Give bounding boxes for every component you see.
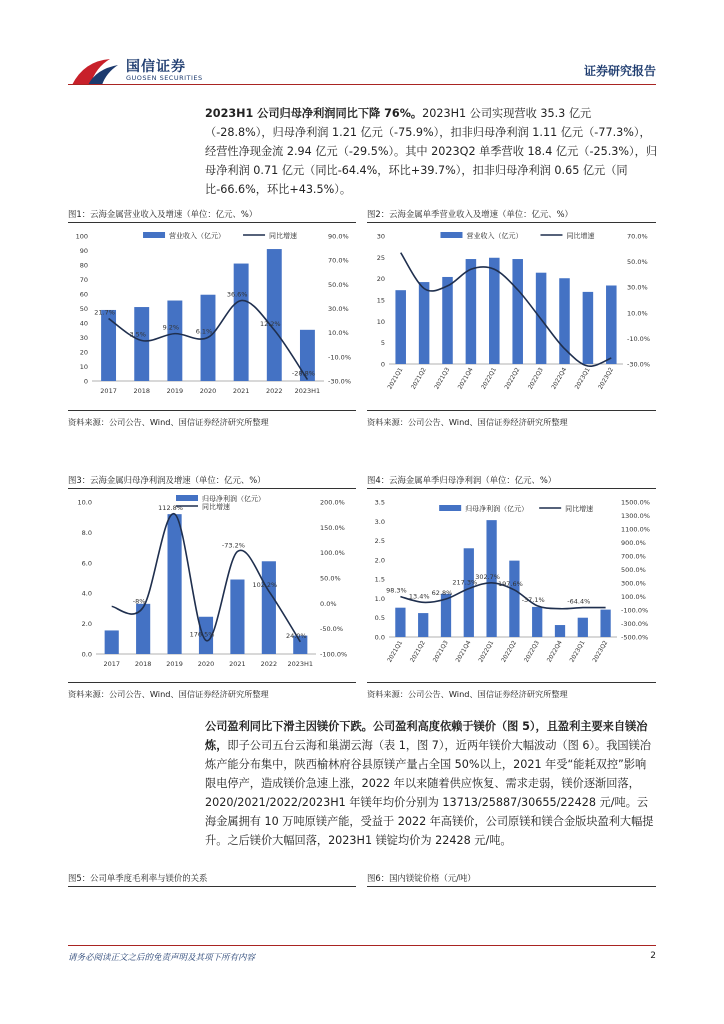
x-tick-label: 2021Q3	[433, 366, 452, 391]
bar	[262, 561, 276, 654]
legend-line-label: 同比增速	[202, 503, 230, 511]
fig1-title: 图1：云海金属营业收入及增速（单位：亿元、%）	[68, 209, 258, 219]
x-tick-label: 2017	[103, 660, 120, 668]
data-label: -8%	[132, 597, 146, 606]
growth-line	[401, 253, 612, 367]
y-left-tick-label: 90	[79, 247, 88, 255]
x-tick-label: 2019	[166, 387, 184, 395]
y-left-tick-label: 70	[79, 276, 88, 284]
bar	[532, 607, 542, 637]
bar	[134, 307, 149, 381]
y-right-tick-label: 30.0%	[627, 283, 648, 292]
fig4-chart	[367, 492, 657, 678]
legend-bar-label: 归母净利润（亿元）	[465, 505, 529, 513]
fig5-title-rule	[68, 886, 356, 887]
bar	[101, 310, 116, 381]
data-label: 302.7%	[475, 572, 500, 581]
fig2-chart	[367, 226, 657, 408]
bar	[105, 630, 119, 654]
data-label: 3.5%	[129, 330, 146, 339]
summary-lead: 2023H1 公司归母净利润同比下降 76%。	[205, 107, 423, 120]
data-label: -73.2%	[221, 541, 245, 550]
fig1-bottom-rule	[68, 410, 356, 411]
fig2-title-rule	[367, 222, 656, 223]
y-right-tick-label: 70.0%	[328, 256, 349, 265]
data-label: 98.3%	[386, 586, 407, 595]
y-right-tick-label: 300.0%	[621, 579, 646, 588]
x-tick-label: 2023H1	[294, 387, 321, 395]
x-tick-label: 2023Q1	[573, 366, 592, 391]
bar	[419, 282, 430, 364]
x-tick-label: 2021Q3	[431, 639, 450, 664]
y-left-tick-label: 2.0	[81, 620, 92, 629]
analysis-body: 即子公司五台云海和巢湖云海（表 1，图 7），近两年镁价大幅波动（图 6）。我国镁冶炼产能分布集中，陕西榆林府谷县原镁产量占全国 50%以上，2021 年受“能耗双控”影响限电停产，造成镁价急速上涨，2022 年以来随着供应恢复、需求走弱，镁价逐渐回落，2020/2021/2022/2023H1 年镁年均价分别为 13713/25887/30655/22428 元/吨。云海金属拥有 10 万吨原镁产能，受益于 2022 年高镁价，公司原镁和镁合金版块盈利大幅提升。之后镁价大幅回落，2023H1 镁锭均价为 22428 元/吨。	[205, 739, 654, 847]
x-tick-label: 2022Q2	[503, 366, 522, 391]
y-left-tick-label: 0.0	[374, 633, 385, 642]
data-label: 13.4%	[408, 592, 430, 601]
bar	[512, 259, 523, 364]
legend-bar-label: 营业收入（亿元）	[169, 232, 226, 240]
x-tick-label: 2023Q1	[568, 639, 587, 664]
y-left-tick-label: 30	[376, 232, 385, 241]
y-right-tick-label: -10.0%	[627, 334, 650, 343]
y-right-tick-label: 10.0%	[328, 329, 349, 338]
x-tick-label: 2023Q2	[597, 366, 616, 391]
y-left-tick-label: 10.0	[77, 498, 92, 507]
bar	[466, 259, 477, 364]
data-label: 36.6%	[226, 290, 248, 299]
fig4-title-rule	[367, 488, 656, 489]
legend-bar-label: 归母净利润（亿元）	[202, 495, 265, 503]
fig1-source: 资料来源：公司公告、Wind、国信证券经济研究所整理	[68, 417, 269, 427]
bar	[230, 580, 244, 654]
data-label: 112.8%	[158, 503, 183, 512]
data-label: 24.0%	[285, 631, 307, 640]
y-left-tick-label: 0.5	[374, 614, 385, 623]
y-left-tick-label: 0	[380, 360, 385, 369]
x-tick-label: 2021Q2	[408, 639, 427, 664]
data-label: 176.5%	[189, 630, 215, 639]
legend-bar-swatch	[176, 495, 198, 501]
bar	[395, 290, 406, 364]
y-left-tick-label: 1.5	[374, 575, 385, 584]
y-left-tick-label: 20	[79, 348, 88, 357]
y-right-tick-label: 100.0%	[320, 549, 345, 558]
bar	[234, 264, 249, 381]
bar	[267, 249, 282, 381]
y-left-tick-label: 50	[79, 305, 88, 313]
y-left-tick-label: 3.0	[374, 517, 385, 526]
logo-text-en: GUOSEN SECURITIES	[126, 74, 203, 82]
fig1-title-rule	[68, 222, 356, 223]
y-right-tick-label: 100.0%	[621, 593, 646, 601]
logo-text-cn: 国信证券	[126, 59, 186, 75]
y-left-tick-label: 30	[79, 334, 88, 342]
y-left-tick-label: 40	[79, 319, 88, 328]
x-tick-label: 2022Q2	[500, 639, 519, 664]
legend-line-label: 同比增速	[566, 232, 595, 240]
x-tick-label: 2022Q3	[522, 639, 541, 664]
y-left-tick-label: 2.0	[374, 556, 385, 565]
x-tick-label: 2023H1	[287, 660, 314, 668]
x-tick-label: 2022Q1	[477, 639, 496, 664]
y-right-tick-label: 700.0%	[621, 552, 646, 561]
legend-bar-swatch	[440, 232, 462, 238]
summary-paragraph	[205, 104, 657, 199]
fig2-title: 图2：云海金属单季营业收入及增速（单位：亿元、%）	[367, 209, 573, 219]
fig3-bottom-rule	[68, 682, 356, 683]
bar	[555, 625, 565, 637]
x-tick-label: 2021Q4	[456, 366, 475, 391]
bar	[600, 610, 610, 637]
fig3-source: 资料来源：公司公告、Wind、国信证券经济研究所整理	[68, 689, 269, 699]
x-tick-label: 2021	[229, 660, 246, 668]
bar	[559, 278, 570, 364]
legend-bar-swatch	[143, 232, 165, 238]
y-left-tick-label: 20	[376, 275, 385, 284]
y-left-tick-label: 60	[79, 290, 88, 299]
x-tick-label: 2018	[134, 660, 152, 668]
y-right-tick-label: 1100.0%	[621, 525, 650, 534]
fig3-title-rule	[68, 488, 356, 489]
y-left-tick-label: 80	[79, 261, 88, 270]
bar	[167, 301, 182, 381]
bar	[489, 258, 500, 364]
y-right-tick-label: -500.0%	[621, 633, 649, 642]
bar	[578, 618, 588, 637]
data-label: 217.3%	[452, 578, 478, 587]
fig4-source: 资料来源：公司公告、Wind、国信证券经济研究所整理	[367, 689, 568, 699]
x-tick-label: 2020	[199, 387, 217, 395]
data-label: -28.8%	[291, 369, 315, 378]
x-tick-label: 2023Q2	[591, 639, 610, 664]
analysis-lead: 公司盈利同比下滑主因镁价下跌。公司盈利高度依赖于镁价（图 5），且盈利主要来自镁冶炼，	[205, 720, 648, 752]
y-right-tick-label: -30.0%	[328, 377, 351, 386]
fig3-chart	[68, 492, 358, 678]
fig5-title: 图5：公司单季度毛利率与镁价的关系	[68, 873, 208, 883]
y-right-tick-label: 30.0%	[328, 305, 349, 313]
y-right-tick-label: 200.0%	[320, 498, 345, 507]
y-left-tick-label: 15	[376, 296, 385, 305]
x-tick-label: 2022Q1	[480, 366, 499, 391]
x-tick-label: 2021Q1	[386, 366, 405, 391]
y-right-tick-label: 150.0%	[320, 523, 345, 532]
y-right-tick-label: 0.0%	[320, 599, 337, 608]
fig6-title-rule	[367, 886, 656, 887]
legend-bar-label: 营业收入（亿元）	[466, 232, 523, 240]
fig2-source: 资料来源：公司公告、Wind、国信证券经济研究所整理	[367, 417, 568, 427]
y-right-tick-label: 10.0%	[627, 309, 648, 318]
x-tick-label: 2022Q4	[550, 366, 569, 391]
y-left-tick-label: 100	[75, 232, 88, 241]
data-label: 102.2%	[252, 581, 278, 590]
legend-line-label: 同比增速	[565, 505, 594, 513]
y-left-tick-label: 0.0	[81, 650, 92, 659]
y-right-tick-label: 50.0%	[320, 574, 341, 583]
y-right-tick-label: 50.0%	[328, 280, 349, 289]
y-left-tick-label: 4.0	[81, 589, 92, 598]
bar	[442, 277, 453, 364]
y-right-tick-label: 1300.0%	[621, 512, 650, 520]
footer-divider	[68, 945, 656, 946]
y-left-tick-label: 0	[83, 377, 88, 386]
x-tick-label: 2021Q1	[386, 639, 405, 664]
bar	[395, 608, 405, 637]
data-label: 21.7%	[94, 308, 115, 317]
x-tick-label: 2018	[133, 387, 150, 395]
y-right-tick-label: 50.0%	[627, 258, 648, 267]
y-left-tick-label: 5	[380, 339, 385, 348]
x-tick-label: 2022Q3	[526, 366, 545, 391]
bar	[583, 292, 594, 364]
fig4-bottom-rule	[367, 682, 656, 683]
bar	[509, 561, 519, 637]
fig6-title: 图6：国内镁锭价格（元/吨）	[367, 873, 476, 883]
y-left-tick-label: 10	[79, 363, 88, 371]
x-tick-label: 2022	[260, 660, 278, 668]
y-right-tick-label: -10.0%	[328, 353, 351, 362]
y-left-tick-label: 6.0	[81, 559, 92, 568]
legend-bar-swatch	[439, 505, 461, 511]
data-label: -37.1%	[521, 595, 545, 604]
y-left-tick-label: 2.5	[374, 537, 385, 546]
data-label: 197.6%	[498, 579, 523, 588]
y-left-tick-label: 3.5	[374, 498, 385, 507]
y-left-tick-label: 10	[376, 317, 385, 326]
bar	[418, 613, 428, 637]
y-left-tick-label: 25	[376, 253, 385, 262]
analysis-paragraph	[205, 717, 657, 850]
x-tick-label: 2022Q4	[545, 639, 564, 664]
data-label: 62.8%	[431, 589, 453, 598]
x-tick-label: 2020	[197, 660, 215, 668]
y-right-tick-label: 90.0%	[328, 232, 349, 241]
fig1-chart	[68, 226, 358, 408]
x-tick-label: 2021Q4	[454, 639, 473, 664]
data-label: 6.1%	[195, 327, 213, 336]
bar	[168, 514, 182, 654]
data-label: 12.2%	[259, 320, 281, 329]
fig4-title: 图4：云海金属单季归母净利润（单位：亿元、%）	[367, 475, 557, 485]
report-type-label: 证券研究报告	[583, 64, 656, 78]
y-right-tick-label: 1500.0%	[621, 498, 650, 507]
footer-disclaimer: 请务必阅读正文之后的免责声明及其项下所有内容	[68, 953, 256, 963]
y-right-tick-label: -100.0%	[320, 650, 348, 659]
x-tick-label: 2021Q2	[409, 366, 428, 391]
legend-line-label: 同比增速	[269, 232, 298, 240]
fig2-bottom-rule	[367, 410, 656, 411]
page-number: 2	[650, 951, 656, 961]
y-right-tick-label: 500.0%	[621, 566, 646, 574]
y-left-tick-label: 1.0	[374, 594, 385, 603]
y-left-tick-label: 8.0	[81, 528, 92, 537]
y-right-tick-label: 70.0%	[627, 232, 648, 241]
x-tick-label: 2019	[166, 660, 183, 668]
fig3-title: 图3：云海金属归母净利润及增速（单位：亿元、%）	[68, 475, 266, 485]
header-divider	[68, 84, 656, 85]
bar	[464, 548, 474, 637]
x-tick-label: 2022	[266, 387, 283, 395]
y-right-tick-label: -30.0%	[627, 360, 650, 369]
y-right-tick-label: -50.0%	[320, 625, 343, 634]
data-label: 9.2%	[162, 323, 180, 332]
x-tick-label: 2021	[232, 387, 250, 395]
y-right-tick-label: -300.0%	[621, 620, 649, 628]
y-right-tick-label: -100.0%	[621, 606, 649, 615]
summary-body: 2023H1 公司实现营收 35.3 亿元（-28.8%），归母净利润 1.21 亿元（-75.9%），扣非归母净利润 1.11 亿元（-77.3%），经营性净现金流 2.94 亿元（-29.5%）。其中 2023Q2 单季营收 18.4 亿元（-25.3%），归母净利润 0.71 亿元（同比-64.4%，环比+39.7%），扣非归母净利润 0.65 亿元（同比-66.6%，环比+43.5%）。	[205, 107, 658, 196]
bar	[606, 285, 617, 364]
x-tick-label: 2017	[100, 387, 117, 395]
data-label: -64.4%	[567, 597, 591, 606]
y-right-tick-label: 900.0%	[621, 539, 646, 547]
